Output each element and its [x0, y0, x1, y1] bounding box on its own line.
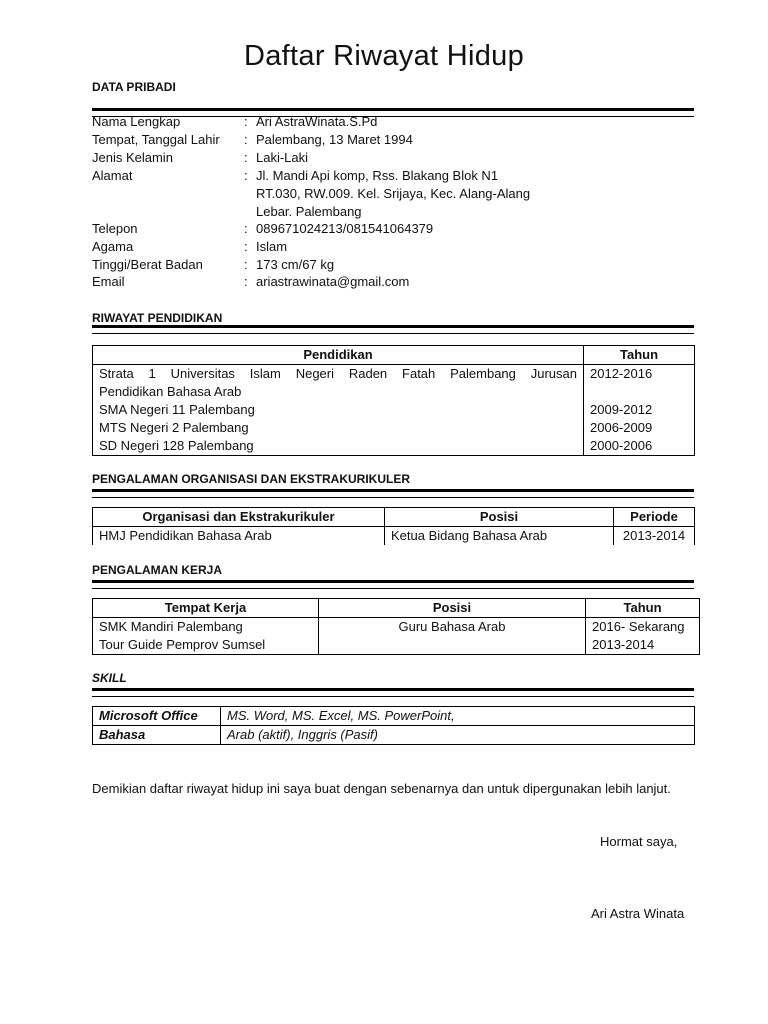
field-value: Laki-Laki — [256, 150, 309, 165]
section-divider — [92, 325, 694, 334]
cell-text: 2013-2014 — [592, 637, 655, 652]
table-row — [93, 618, 700, 655]
table-cell: 2009-2012 — [584, 401, 695, 419]
salutation: Hormat saya, — [600, 834, 678, 849]
colon: : — [244, 221, 248, 236]
table-cell: 2013-2014 — [614, 527, 695, 546]
table-cell — [319, 618, 586, 655]
field-value: Jl. Mandi Api komp, Rss. Blakang Blok N1 — [256, 168, 499, 183]
section-heading-work: PENGALAMAN KERJA — [92, 563, 223, 577]
colon: : — [244, 168, 248, 183]
table-row — [93, 527, 695, 546]
colon: : — [244, 132, 248, 147]
table-header-row — [93, 599, 700, 618]
table-row — [93, 365, 695, 402]
colon: : — [244, 257, 248, 272]
table-cell: Ketua Bidang Bahasa Arab — [385, 527, 614, 546]
table-cell — [586, 618, 700, 655]
skill-value: Arab (aktif), Inggris (Pasif) — [221, 726, 695, 745]
table-cell — [586, 654, 700, 655]
table-cell: SD Negeri 128 Palembang — [93, 437, 584, 456]
table-cell: 2006-2009 — [584, 419, 695, 437]
field-label: Email — [92, 274, 125, 289]
field-label: Alamat — [92, 168, 133, 183]
table-row — [93, 707, 695, 726]
table-cell: SMA Negeri 11 Palembang — [93, 401, 584, 419]
field-value: Ari AstraWinata.S.Pd — [256, 114, 378, 129]
table-cell: MTS Negeri 2 Palembang — [93, 419, 584, 437]
cell-text: Tour Guide Pemprov Sumsel — [99, 637, 266, 652]
skill-name: Microsoft Office — [93, 707, 221, 726]
field-value: Lebar. Palembang — [256, 204, 362, 219]
section-divider — [92, 108, 694, 117]
section-divider — [92, 580, 694, 589]
cell-text: Pendidikan Bahasa Arab — [99, 384, 242, 399]
table-cell — [93, 618, 319, 655]
colon: : — [244, 274, 248, 289]
section-heading-education: RIWAYAT PENDIDIKAN — [92, 311, 223, 325]
cell-text: 2016- Sekarang — [592, 619, 685, 634]
field-value: 173 cm/67 kg — [256, 257, 335, 272]
field-label: Tempat, Tanggal Lahir — [92, 132, 220, 147]
skill-name: Bahasa — [93, 726, 221, 745]
table-row — [93, 401, 695, 419]
section-heading-personal: DATA PRIBADI — [92, 80, 176, 94]
column-header: Tahun — [586, 599, 700, 618]
field-label: Jenis Kelamin — [92, 150, 173, 165]
table-row — [93, 419, 695, 437]
skill-value: MS. Word, MS. Excel, MS. PowerPoint, — [221, 707, 695, 726]
table-cell: HMJ Pendidikan Bahasa Arab — [93, 527, 385, 546]
field-value: 089671024213/081541064379 — [256, 221, 434, 236]
colon: : — [244, 239, 248, 254]
column-header: Periode — [614, 508, 695, 527]
page-title: Daftar Riwayat Hidup — [244, 40, 524, 72]
table-cell — [93, 654, 319, 655]
cell-text: SMK Mandiri Palembang — [99, 619, 243, 634]
field-label: Nama Lengkap — [92, 114, 181, 129]
column-header: Posisi — [319, 599, 586, 618]
table-row — [93, 437, 695, 456]
colon: : — [244, 114, 248, 129]
field-value: Islam — [256, 239, 288, 254]
field-label: Telepon — [92, 221, 138, 236]
column-header: Posisi — [385, 508, 614, 527]
field-value: ariastrawinata@gmail.com — [256, 274, 410, 289]
field-value: RT.030, RW.009. Kel. Srijaya, Kec. Alang-Alang — [256, 186, 531, 201]
section-divider — [92, 489, 694, 498]
field-label: Agama — [92, 239, 134, 254]
section-heading-organization: PENGALAMAN ORGANISASI DAN EKSTRAKURIKULER — [92, 472, 411, 486]
table-cell — [319, 654, 586, 655]
section-heading-skill: SKILL — [92, 671, 127, 685]
table-cell — [93, 365, 584, 402]
field-label: Tinggi/Berat Badan — [92, 257, 203, 272]
table-cell: 2000-2006 — [584, 437, 695, 456]
signer-name: Ari Astra Winata — [591, 906, 685, 921]
column-header: Tempat Kerja — [93, 599, 319, 618]
table-cell: 2012-2016 — [584, 365, 695, 402]
colon: : — [244, 150, 248, 165]
work-table — [92, 598, 700, 655]
table-bottom-border — [93, 654, 700, 655]
table-row — [93, 726, 695, 745]
table-header-row — [93, 346, 695, 365]
closing-statement: Demikian daftar riwayat hidup ini saya buat dengan sebenarnya dan untuk dipergunakan lebih lanjut. — [92, 781, 671, 796]
column-header: Pendidikan — [93, 346, 584, 365]
column-header: Tahun — [584, 346, 695, 365]
table-header-row — [93, 508, 695, 527]
cell-text: Guru Bahasa Arab — [398, 619, 506, 634]
section-divider — [92, 688, 694, 697]
column-header: Organisasi dan Ekstrakurikuler — [93, 508, 385, 527]
education-table — [92, 345, 695, 456]
organization-table — [92, 507, 695, 545]
skill-table — [92, 706, 695, 745]
field-value: Palembang, 13 Maret 1994 — [256, 132, 413, 147]
cell-text: Strata 1 Universitas Islam Negeri Raden Fatah Palembang Jurusan — [99, 366, 577, 381]
